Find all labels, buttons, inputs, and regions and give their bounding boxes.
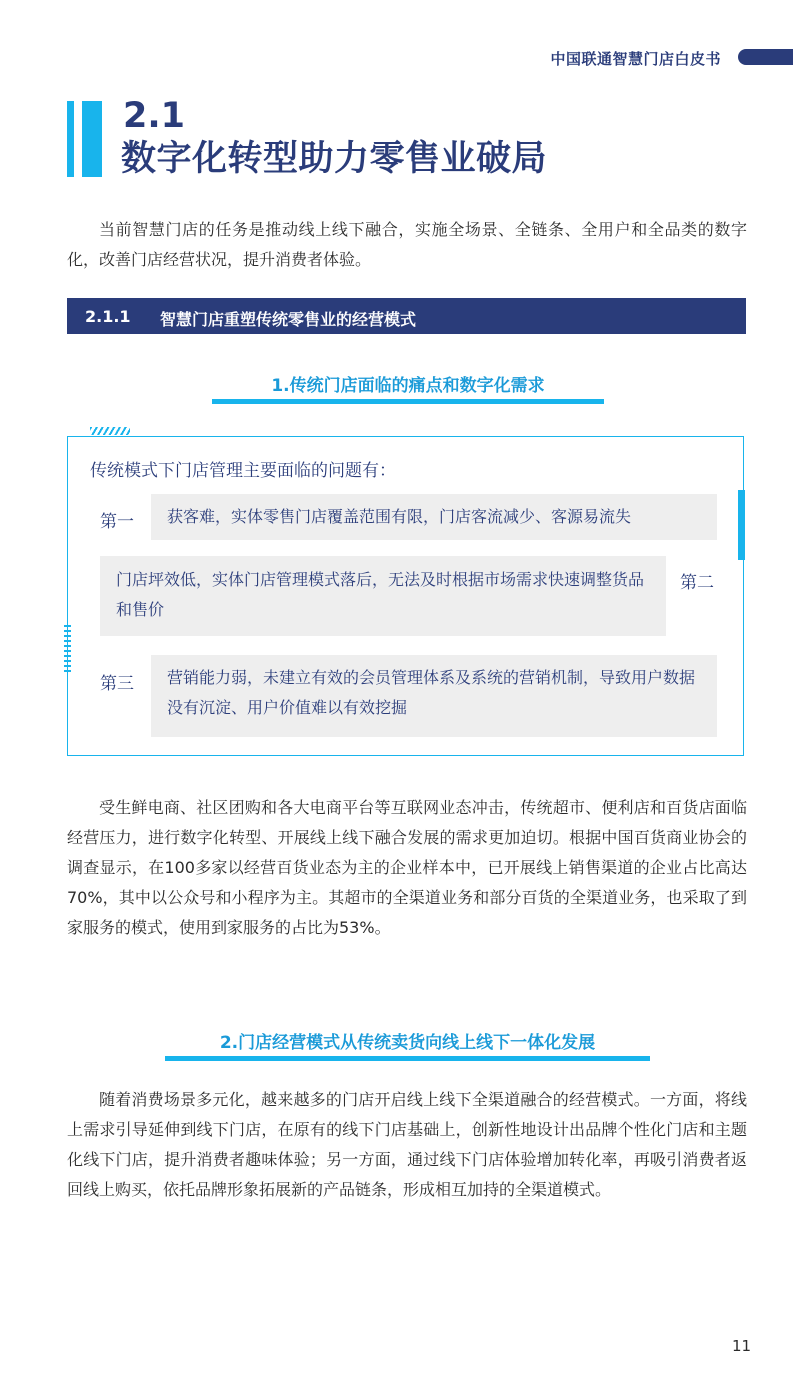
header-title: 中国联通智慧门店白皮书 [550, 50, 721, 68]
frame-stripes-decoration [90, 427, 130, 435]
subheading-2: 2.门店经营模式从传统卖货向线上线下一体化发展 [219, 1033, 596, 1053]
subheading-underline [165, 1056, 650, 1061]
problems-title: 传统模式下门店管理主要面临的问题有： [90, 461, 396, 481]
intro-paragraph: 当前智慧门店的任务是推动线上线下融合，实施全场景、全链条、全用户和全品类的数字化，改善门店经营状况，提升消费者体验。 [67, 220, 747, 269]
problem-label-1: 第一 [100, 512, 134, 532]
problem-label-2: 第二 [680, 573, 714, 593]
body-paragraph-3: 随着消费场景多元化，越来越多的门店开启线上线下全渠道融合的经营模式。一方面，将线上需求引导延伸到线下门店，在原有的线下门店基础上，创新性地设计出品牌个性化门店和主题化线下门店，提升消费者趣味体验；另一方面，通过线下门店体验增加转化率，再吸引消费者返回线上购买，依托品牌形象拓展新的产品链条，形成相互加持的全渠道模式。 [67, 1090, 747, 1199]
problem-text-1: 获客难，实体零售门店覆盖范围有限，门店客流减少、客源易流失 [151, 494, 717, 540]
problem-text-2: 门店坪效低，实体门店管理模式落后，无法及时根据市场需求快速调整货品和售价 [100, 556, 666, 636]
title-accent-bar [82, 101, 102, 177]
subsection-title: 智慧门店重塑传统零售业的经营模式 [160, 310, 417, 329]
body-paragraph-2: 受生鲜电商、社区团购和各大电商平台等互联网业态冲击，传统超市、便利店和百货店面临经营压力，进行数字化转型、开展线上线下融合发展的需求更加迫切。根据中国百货商业协会的调查显示，在100多家以经营百货业态为主的企业样本中，已开展线上销售渠道的企业占比高达70%，其中以公众号和小程序为主。其超市的全渠道业务和部分百货的全渠道业务，也采取了到家服务的模式，使用到家服务的占比为53%。 [67, 798, 747, 937]
subheading-underline [212, 399, 604, 404]
subsection-number: 2.1.1 [85, 307, 131, 326]
title-accent-bar [67, 101, 74, 177]
page-number: 11 [732, 1337, 752, 1355]
problem-label-3: 第三 [100, 674, 134, 694]
section-number: 2.1 [123, 96, 186, 136]
frame-side-decoration [738, 490, 745, 560]
problem-text-3: 营销能力弱，未建立有效的会员管理体系及系统的营销机制，导致用户数据没有沉淀、用户价值难以有效挖掘 [151, 655, 717, 737]
subheading-1: 1.传统门店面临的痛点和数字化需求 [271, 376, 545, 396]
section-title: 数字化转型助力零售业破局 [121, 139, 548, 179]
header-tab-decoration [738, 49, 793, 65]
frame-side-decoration [64, 625, 71, 675]
